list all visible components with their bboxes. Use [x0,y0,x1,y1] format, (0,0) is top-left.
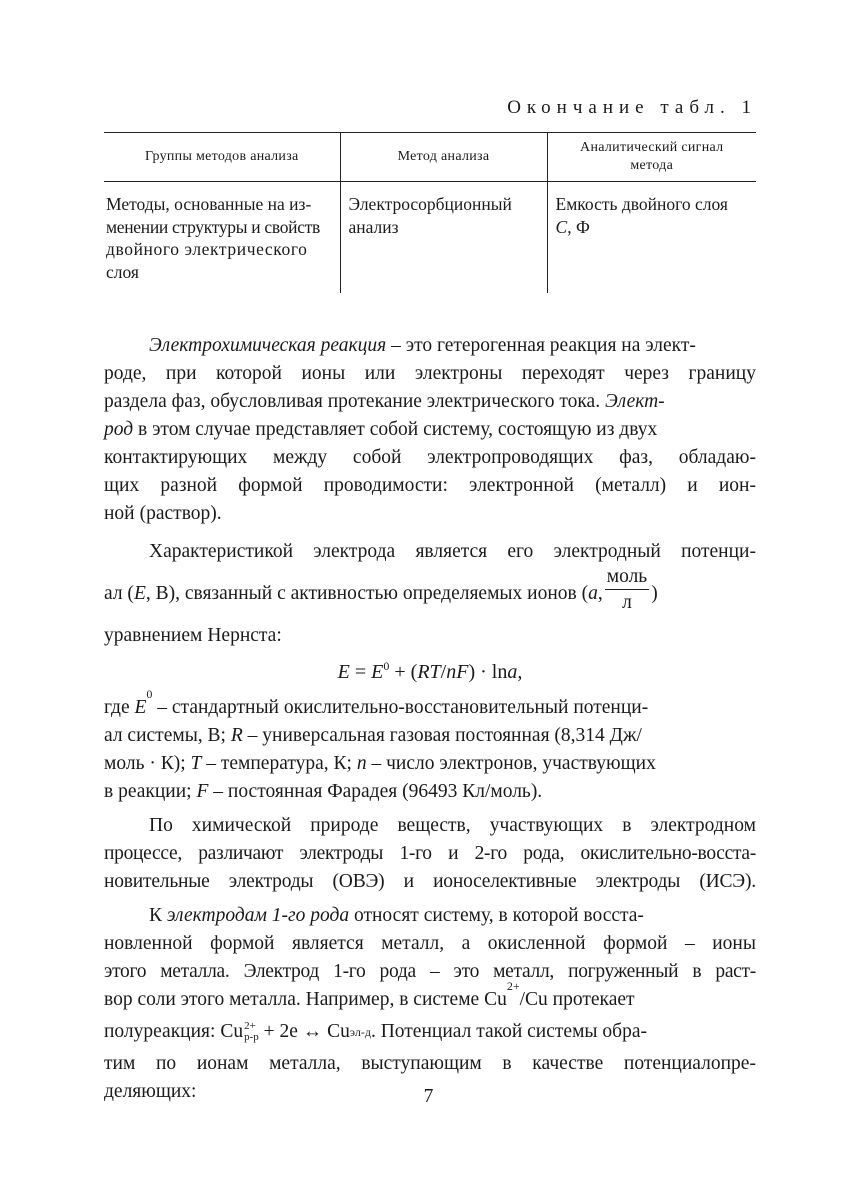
text-line: ной (раствор). [104,503,222,524]
text-line: новительные электроды (ОВЭ) и ионоселективные электроды (ИСЭ). [104,871,756,892]
methods-table [104,132,756,293]
text-line: этого металла. Электрод 1-го рода – это металл, погруженный в раст- [104,961,756,982]
text-fragment: /Cu протекает [519,989,635,1010]
text-fragment: – это гетерогенная реакция на элект- [391,335,696,356]
text-fragment: – температура, К; [206,753,352,774]
symbol-R: R [230,725,243,746]
text-line: контактирующих между собой электропроводящих фаз, обладаю- [104,447,756,468]
term-electrode-cont: род [104,419,134,440]
symbol-T: T [190,753,202,774]
subscript: р-р [244,1031,259,1043]
text-line [104,778,756,806]
formula-symbol: a [507,661,518,683]
text-fragment: в реакции; [104,781,192,802]
symbol-E: E [133,583,146,604]
text-line [104,750,756,778]
text-fragment: . Потенциал такой системы обра- [370,1021,647,1042]
text-line [104,722,756,750]
formula-symbol: = [349,661,372,683]
header-method: Метод анализа [340,133,547,182]
text-line [104,979,756,1014]
text-fragment: полуреакция: Cu [104,1021,244,1042]
capacitance-symbol: C [555,216,568,237]
cell-line: анализ [348,216,399,237]
text-fragment: ал системы, В; [104,725,226,746]
text-fragment: ал ( [104,583,134,604]
fraction-denominator: л [622,592,632,613]
formula-symbol: , [517,661,523,683]
text-fragment: – стандартный окислительно-восстановительный потенци- [157,697,649,718]
text-fragment: – постоянная Фарадея (96493 Кл/моль). [213,781,543,802]
formula-symbol: / [440,661,447,683]
text-fragment: К [149,905,163,926]
formula-symbol: RT [417,661,441,683]
text-line [104,687,756,722]
unit-fraction [605,566,649,614]
header-analytical-signal [547,133,756,182]
text-line: новленной формой является металл, а окисленной формой – ионы [104,933,756,954]
capacitance-unit: , Ф [567,216,590,237]
formula-symbol: E [337,661,350,683]
term-first-kind-electrodes: электродам 1-го рода [166,905,350,926]
text-fragment: где [104,697,130,718]
symbol-n: n [356,753,367,774]
cell-line: Методы, основанные на из- [106,194,312,214]
text-fragment: раздела фаз, обусловливая протекание электрического тока. [104,391,601,412]
cell-method-group [104,182,340,294]
text-line: роде, при которой ионы или электроны переходят через границу [104,363,756,384]
header-method-groups: Группы методов анализа [104,133,340,182]
formula-symbol: E [371,661,384,683]
text-line [104,566,756,622]
formula-superscript: 0 [383,659,390,673]
formula-symbol: + ( [389,661,418,683]
cell-line: менении структуры и свойств [106,216,321,237]
superscript: 2+ [506,979,520,993]
text-line: щих разной формой проводимости: электронной (металл) и ион- [104,475,756,496]
text-fragment: – число электронов, участвующих [371,753,656,774]
formula-symbol: nF [446,661,469,683]
cell-line: Емкость двойного слоя [555,194,728,214]
text-line: уравнением Нернста: [104,625,282,646]
symbol-E: E [134,697,147,718]
ion-charge-state [244,1021,259,1043]
text-fragment: относят систему, в которой восста- [353,905,644,926]
cell-line: слоя [106,261,139,282]
text-fragment: в этом случае представляет собой систему, состоящую из двух [137,419,658,440]
nernst-equation [104,650,756,694]
page-number: 7 [423,1086,434,1107]
fraction-numerator: моль [605,566,649,590]
text-line [104,388,756,416]
text-line: полуреакция: Cu 2+ р-р + 2e ↔ Cu эл-д . Потенциал такой системы обра- [104,1014,756,1050]
header-signal-text: Аналитический сигнал метода [580,140,724,173]
text-fragment: + 2e ↔ Cu [258,1021,350,1042]
cell-signal [547,182,756,294]
table-caption: Окончание табл. 1 [507,97,757,118]
text-fragment: , [597,583,603,604]
cell-line: Электросорбционный [348,194,512,214]
text-fragment: – универсальная газовая постоянная (8,314 Дж/ [247,725,642,746]
text-line [104,332,756,360]
text-line [104,902,756,930]
cell-line: двойного электрического [106,239,308,259]
text-fragment: ) [651,583,658,604]
symbol-F: F [196,781,209,802]
text-line: процессе, различают электроды 1-го и 2-го рода, окислительно-восста- [104,843,756,864]
table-header-row [104,133,756,182]
symbol-a: a [588,583,598,604]
text-line: По химической природе веществ, участвующих в электродном [149,815,756,836]
term-electrode: Элект- [604,391,665,412]
table-row [104,182,756,294]
text-fragment: моль · К); [104,753,186,774]
text-line: деляющих: [104,1081,197,1102]
term-electrochemical-reaction: Электрохимическая реакция [149,335,387,356]
text-line: тим по ионам металла, выступающим в качестве потенциалопре- [104,1053,756,1074]
superscript: 0 [146,687,153,701]
text-line: Характеристикой электрода является его электродный потенци- [149,541,756,562]
formula-symbol: ) · ln [468,661,508,683]
text-fragment: вор соли этого металла. Например, в системе Cu [104,989,507,1010]
text-fragment: , В), связанный с активностью определяемых ионов ( [145,583,589,604]
text-line [104,416,756,444]
main-text [104,332,756,1106]
superscript: 2+ [244,1020,256,1032]
cell-line [556,216,753,239]
cell-method [340,182,547,294]
